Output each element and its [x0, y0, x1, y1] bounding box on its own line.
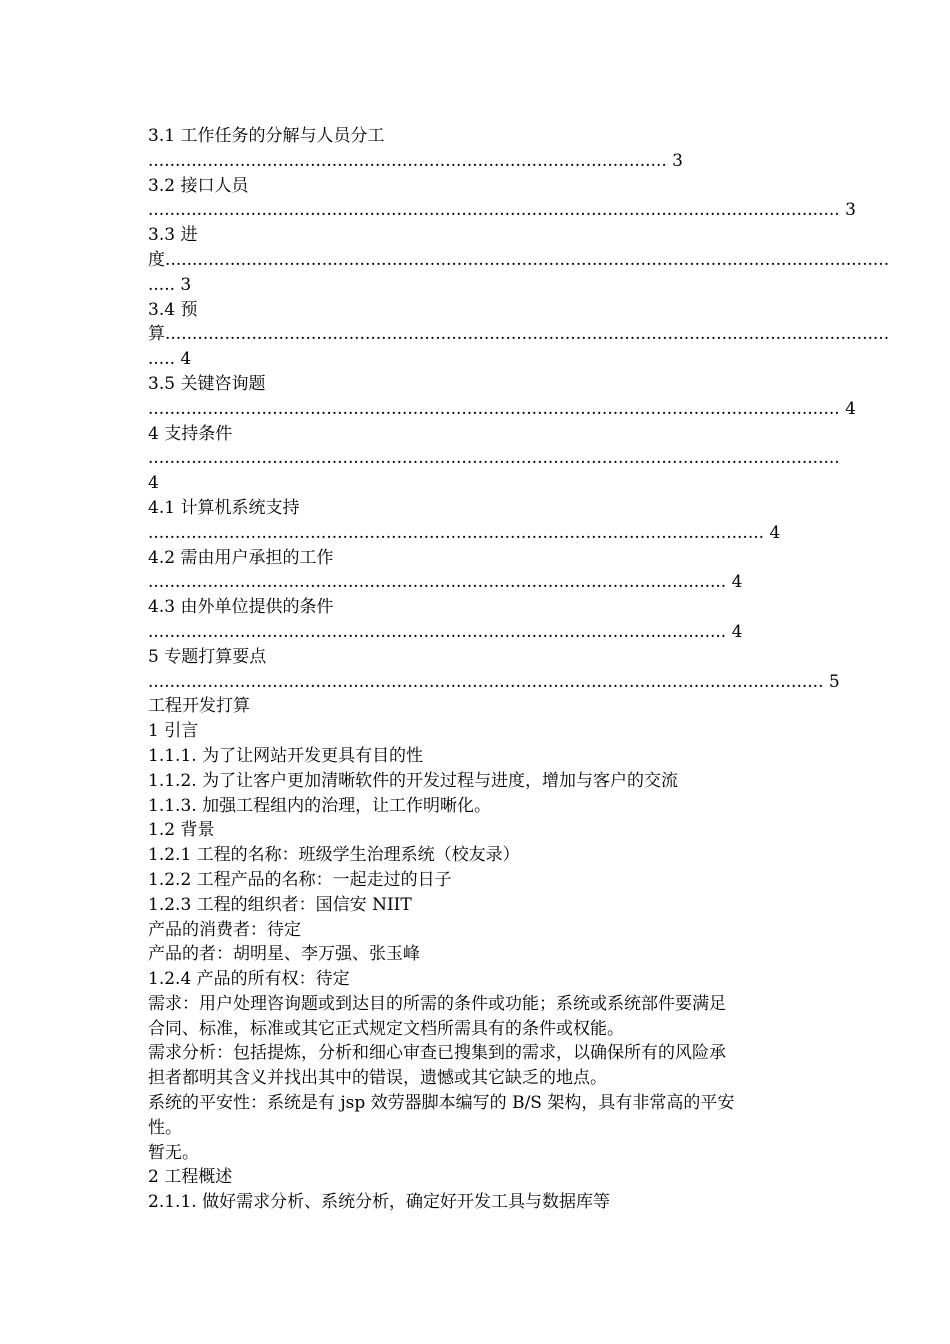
- toc-entry-leader: 度......................................................................................................................................: [148, 249, 890, 270]
- toc-dots: ................................................................................................................................: [148, 398, 840, 419]
- toc-dots: ...........................................................................................................: [148, 621, 727, 642]
- toc-dots: ................................................................................................................................: [148, 200, 840, 221]
- body-line: 产品的者：胡明星、李万强、张玉峰: [148, 944, 420, 965]
- toc-dots: ..................................................................................................................: [148, 522, 765, 543]
- toc-entry-leader: [148, 620, 808, 645]
- toc-entry-leader: [148, 397, 856, 422]
- toc-entry-title: 3.4 预: [148, 299, 198, 320]
- toc-entry-title: 4.3 由外单位提供的条件: [148, 597, 334, 618]
- section-heading: 1.2 背景: [148, 820, 215, 841]
- section-heading: 2 工程概述: [148, 1167, 233, 1188]
- body-line: 产品的消费者：待定: [148, 919, 301, 940]
- toc-entry-title: 3.3 进: [148, 225, 198, 246]
- toc-entry-leader: [148, 670, 840, 695]
- paragraph-line: 合同、标准，标准或其它正式规定文档所需具有的条件或权能。: [148, 1018, 624, 1039]
- document-page: [148, 124, 890, 1215]
- toc-entry-title: 3.5 关键咨询题: [148, 373, 266, 394]
- toc-entry-leader: ................................................................................................................................: [148, 448, 840, 469]
- paragraph-line: 系统的平安性：系统是有 jsp 效劳器脚本编写的 B/S 架构，具有非常高的平安: [148, 1093, 735, 1114]
- body-line: 1.2.4 产品的所有权：待定: [148, 969, 350, 990]
- body-line: 1.1.3. 加强工程组内的治理，让工作明晰化。: [148, 795, 492, 816]
- body-line: 1.2.1 工程的名称：班级学生治理系统（校友录）: [148, 845, 520, 866]
- body-line: 1.1.1. 为了让网站开发更具有目的性: [148, 745, 424, 766]
- toc-entry-title: 5 专题打算要点: [148, 646, 267, 667]
- toc-entry-leader: [148, 570, 808, 595]
- paragraph-line: 需求分析：包括提炼，分析和细心审查已搜集到的需求，以确保所有的风险承: [148, 1043, 726, 1064]
- paragraph-line: 性。: [148, 1117, 182, 1138]
- toc-page-number: 4: [731, 621, 743, 642]
- toc-entry-leader: [148, 149, 808, 174]
- toc-entry-title: 3.2 接口人员: [148, 175, 249, 196]
- toc-page-number: 4: [148, 473, 159, 494]
- toc-entry-title: 4.1 计算机系统支持: [148, 497, 300, 518]
- paragraph-line: 需求：用户处理咨询题或到达目的所需的条件或功能；系统或系统部件要满足: [148, 993, 726, 1014]
- body-line: 1.2.3 工程的组织者：国信安 NIIT: [148, 894, 412, 915]
- body-line: 1.2.2 工程产品的名称：一起走过的日子: [148, 869, 452, 890]
- toc-dots: .............................................................................................................................: [148, 671, 824, 692]
- toc-page-number: 4: [731, 572, 743, 593]
- toc-page-number: 4: [769, 522, 781, 543]
- section-heading: 1 引言: [148, 721, 199, 742]
- paragraph-line: 担者都明其含义并找出其中的错误，遗憾或其它缺乏的地点。: [148, 1068, 607, 1089]
- toc-entry-leader: [148, 198, 856, 223]
- toc-entry-leader: 算......................................................................................................................................: [148, 324, 890, 345]
- toc-page-number: 3: [672, 150, 683, 171]
- toc-entry-title: 4.2 需由用户承担的工作: [148, 547, 334, 568]
- toc-page-number: ..... 3: [148, 274, 192, 295]
- toc-page-number: ..... 4: [148, 349, 192, 370]
- toc-page-number: 3: [845, 200, 856, 221]
- toc-dots: ................................................................................................: [148, 150, 667, 171]
- toc-page-number: 4: [845, 398, 856, 419]
- toc-page-number: 5: [828, 671, 840, 692]
- toc-entry-title: 3.1 工作任务的分解与人员分工: [148, 126, 385, 146]
- body-line: 2.1.1. 做好需求分析、系统分析，确定好开发工具与数据库等: [148, 1192, 611, 1213]
- body-line: 1.1.2. 为了让客户更加清晰软件的开发过程与进度，增加与客户的交流: [148, 770, 679, 791]
- toc-entry-leader: [148, 521, 808, 546]
- body-line: 暂无。: [148, 1142, 199, 1163]
- document-heading: 工程开发打算: [148, 696, 250, 717]
- toc-dots: ...........................................................................................................: [148, 572, 727, 593]
- toc-entry-title: 4 支持条件: [148, 423, 233, 444]
